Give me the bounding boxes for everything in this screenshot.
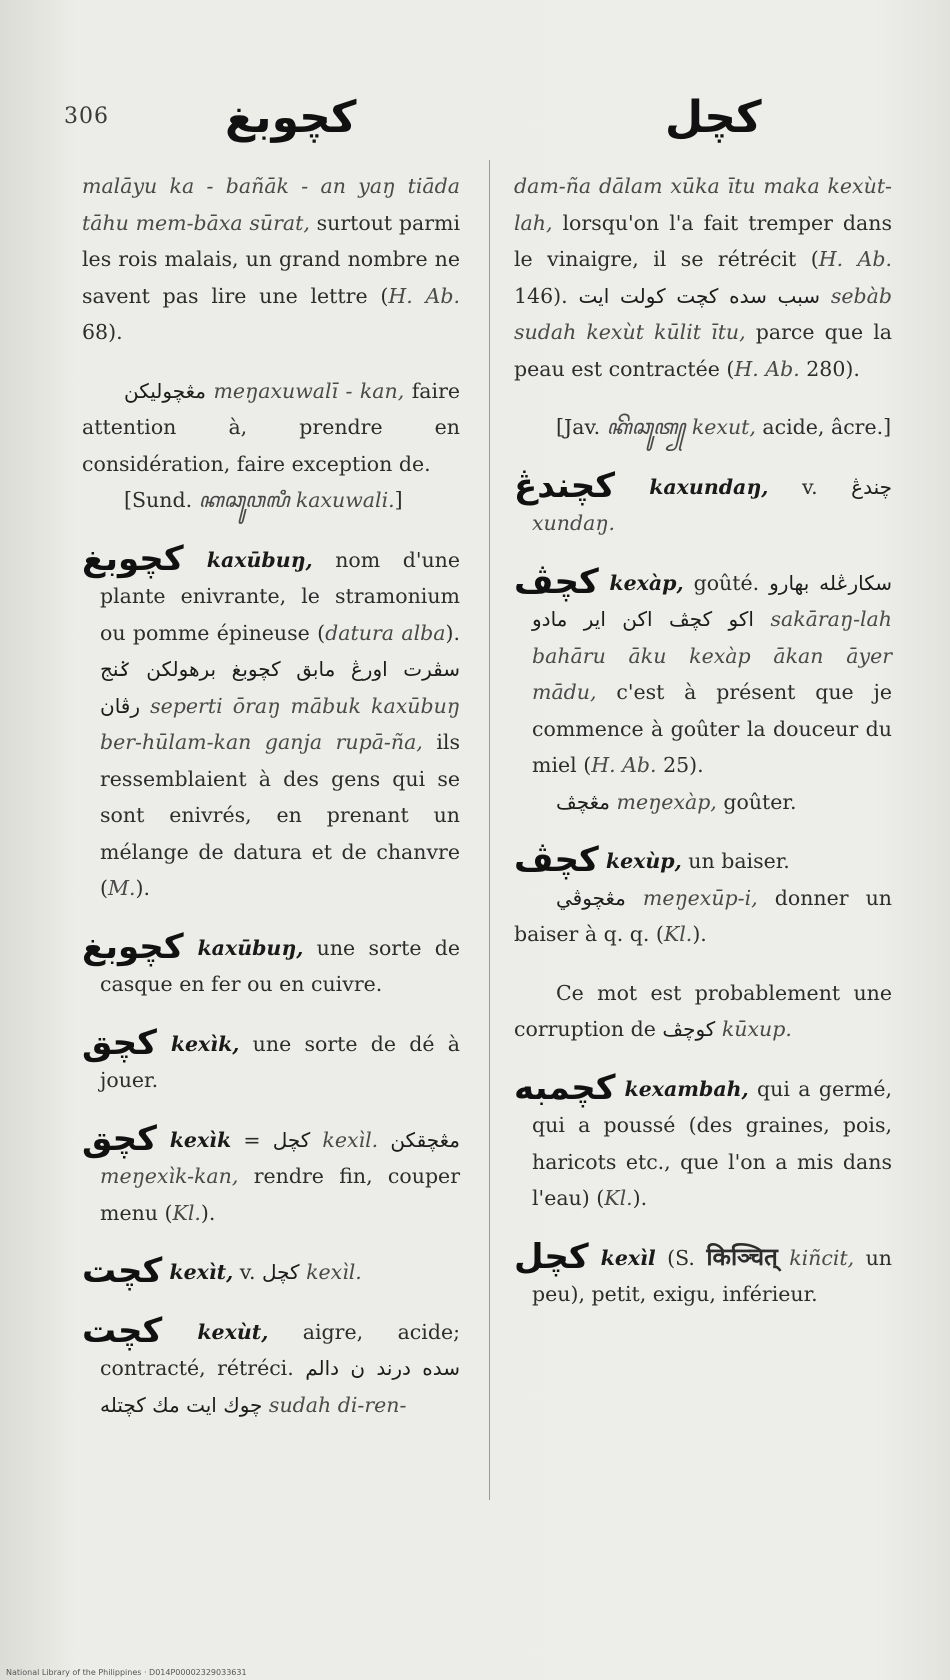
column-divider xyxy=(489,160,490,1500)
dictionary-entry: كچمبه kexambah, qui a germé, qui a poussé (des graines, pois, haricots etc., que l'on a mis dans l'eau) (Kl.). xyxy=(514,1067,892,1210)
sub-entry: مڠچوليكن meŋaxuwalī - kan, faire attention à, prendre en considération, faire exception de. xyxy=(82,378,460,476)
dictionary-entry: كچق kexìk, une sorte de dé à jouer. xyxy=(82,1022,461,1092)
running-head-right: كچل xyxy=(665,92,762,143)
dictionary-entry: كچت kexùt, aigre, acide; contracté, rétréci. سده درند ن دالم چوك ايت مك كچتله sudah di-ren- xyxy=(82,1310,460,1417)
sub-entry: مڠچوڤي meŋexūp-i, donner un baiser à q. q. (Kl.). xyxy=(514,885,892,946)
sub-entry: مڠچڤ meŋexàp, goûter. xyxy=(556,789,797,814)
entry-continuation: malāyu ka - bañāk - an yaŋ tiāda tāhu mem-bāxa sūrat, surtout parmi les rois malais, un grand nombre ne savent pas lire une lettre (H. Ab. 68). xyxy=(82,174,460,344)
dictionary-entry: كچوبغ kaxūbuŋ, nom d'une plante enivrante, le stramonium ou pomme épineuse (datura alba). سڤرت اورڠ مابق كچوبغ برهولكن ݢنج رڤان seperti ōraŋ mābuk kaxūbuŋ ber-hūlam-kan ganja rupā-ña, ils ressemblaient à des gens qui se sont enivrés, en prenant un mélange de datura et de chanvre (M.). xyxy=(82,538,461,900)
dictionary-entry: كچق kexìk = كچل kexìl. مڠچقكن meŋexìk-kan, rendre fin, couper menu (Kl.). xyxy=(82,1118,460,1225)
dictionary-entry: كچت kexìt, v. كچل kexìl. xyxy=(82,1251,362,1291)
running-head-left: كچوبغ xyxy=(225,92,357,143)
dictionary-entry: كچڤ kexàp, goûté. سكارڠله بهارو اكو كچڤ اكن اير مادو sakāraŋ-lah bahāru āku kexàp ākan āyer mādu, c'est à présent que je commence à goûter la douceur du miel (H. Ab. 25). xyxy=(514,561,892,777)
scan-footer: National Library of the Philippines · D014P00002329033631 xyxy=(6,1668,247,1677)
dictionary-entry: كچندڠ kaxundaŋ, v. چندڠ xundaŋ. xyxy=(514,465,892,535)
etymology-note: [Jav. ꦏꦼꦕꦸꦠ꧀ kexut, acide, âcre.] xyxy=(556,415,892,439)
dictionary-entry: كچل kexìl (S. किञ्चित् kiñcit, un peu), petit, exigu, inférieur. xyxy=(514,1236,892,1306)
dictionary-entry: كچڤ kexùp, un baiser. xyxy=(514,840,790,880)
page-number: 306 xyxy=(64,104,109,129)
left-column xyxy=(82,168,460,1423)
note-paragraph: Ce mot est probablement une corruption de كوچڤ kūxup. xyxy=(514,980,892,1041)
right-column xyxy=(514,168,892,1313)
entry-continuation: dam-ña dālam xūka ītu maka kexùt-lah, lorsqu'on l'a fait tremper dans le vinaigre, il se rétrécit (H. Ab. 146). سبب سده كچت كولت ايت sebàb sudah kexùt kūlit ītu, parce que la peau est contractée (H. Ab. 280). xyxy=(514,174,892,381)
dictionary-entry: كچوبغ kaxūbuŋ, une sorte de casque en fer ou en cuivre. xyxy=(82,926,460,996)
etymology-note: [Sund. ꦏꦕꦸꦮꦭꦶ kaxuwali.] xyxy=(124,488,403,512)
